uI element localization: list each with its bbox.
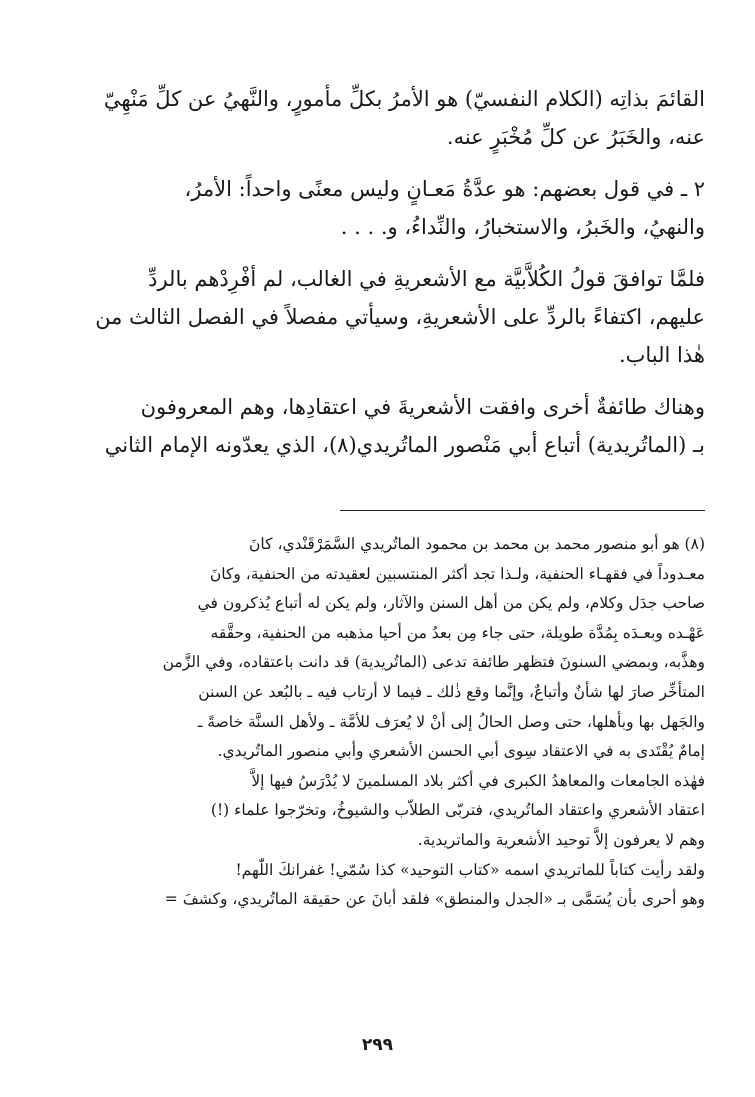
footnote-line: المتأخِّر صارَ لها شأنٌ وأتباعٌ، وإنَّما وقع ذٰلك ـ فيما لا أرتاب فيه ـ بالبُعد عن السنن	[198, 682, 705, 701]
footnote-line: والجَهل بها وبأهلها، حتى وصل الحالُ إلى أنْ لا يُعرَف للأمَّة ـ ولأهل السنَّة خاصةً ـ	[197, 712, 705, 731]
footnote-line: عَهْـده وبعـدَه بِمُدَّة طويلة، حتى جاء مِن بعدُ من أحيا مذهبه من الحنفية، وحقَّقه	[210, 623, 705, 642]
text-line: والنهيُ، والخَبرُ، والاستخبارُ، والنِّداءُ، و. . . .	[340, 215, 705, 239]
paragraph-2	[60, 170, 705, 246]
text-line: القائمَ بذاتِه (الكلام النفسيّ) هو الأمرُ بكلِّ مأمورٍ، والنَّهيُ عن كلِّ مَنْهِيّ	[103, 87, 705, 111]
footnote-line: إمامٌ يُقْتَدى به في الاعتقاد سِوى أبي الحسن الأشعري وأبي منصور الماتُريدي.	[217, 742, 705, 761]
main-text	[60, 80, 705, 464]
text-line: هٰذا الباب.	[618, 343, 705, 367]
footnote-paragraph-2	[60, 767, 705, 856]
text-line: فلمَّا توافقَ قولُ الكُلاَّبيَّة مع الأشعريةِ في الغالب، لم أفْرِدْهم بالردِّ	[148, 267, 705, 291]
footnotes	[60, 530, 705, 915]
footnote-line: (٨) هو أبو منصور محمد بن محمد بن محمود الماتُريدي السَّمَرْقَنْدي، كانَ	[249, 535, 705, 553]
footnote-line: معـدوداً في فقهـاء الحنفية، ولـذا تجد أكثر المنتسبين لعقيدته من الحنفية، وكانَ	[209, 564, 705, 583]
footnote-line: صاحب جدَل وكلام، ولم يكن من أهل السنن والآثار، ولم يكن له أتباع يُذكرون في	[197, 594, 705, 613]
footnote-line: وهذَّبه، وبمضي السنونَ فتظهر طائفة تدعى (الماتُريدية) قد دانت باعتقاده، وفي الزَّمن	[162, 653, 705, 672]
text-line: بـ (الماتُريدية) أتباع أبي مَنْصور الماتُريدي(٨)، الذي يعدّونه الإمام الثاني	[104, 433, 705, 457]
paragraph-1	[60, 80, 705, 156]
text-line: وهناك طائفةٌ أخرى وافقت الأشعريةَ في اعتقادِها، وهم المعروفون	[140, 395, 705, 419]
footnote-8	[60, 530, 705, 767]
paragraph-3	[60, 260, 705, 374]
footnote-line: فهٰذه الجامعات والمعاهدُ الكبرى في أكثر بلاد المسلمينَ لا يُدْرَسُ فيها إلاَّ	[251, 771, 705, 790]
footnote-line: وهو أحرى بأن يُسَمَّى بـ «الجدل والمنطق» فلقد أبانَ عن حقيقة الماتُريدي، وكشفَ =	[164, 890, 705, 909]
footnote-line: وهم لا يعرفون إلاَّ توحيد الأشعرية والماتريدية.	[417, 830, 705, 849]
text-line: عليهم، اكتفاءً بالردِّ على الأشعريةِ، وسيأتي مفصلاً في الفصل الثالث من	[95, 305, 705, 329]
text-line: عنه، والخَبَرُ عن كلِّ مُخْبَرٍ عنه.	[446, 125, 705, 149]
text-line: ٢ ـ في قول بعضهم: هو عدَّةُ مَعـانٍ وليس معنًى واحداً: الأمرُ،	[184, 177, 705, 201]
footnote-line: اعتقاد الأشعري واعتقاد الماتُريدي، فتربّى الطلاّب والشيوخُ، وتخرّجوا علماء (!)	[210, 801, 705, 820]
footnote-line: ولقد رأيت كتاباً للماتريدي اسمه «كتاب التوحيد» كذا سُمّي! غفرانكَ اللّٰهم!	[235, 860, 705, 879]
footnote-separator	[340, 510, 705, 511]
paragraph-4	[60, 388, 705, 464]
footnote-paragraph-3	[60, 856, 705, 915]
page-number: ٢٩٩	[361, 1035, 394, 1055]
